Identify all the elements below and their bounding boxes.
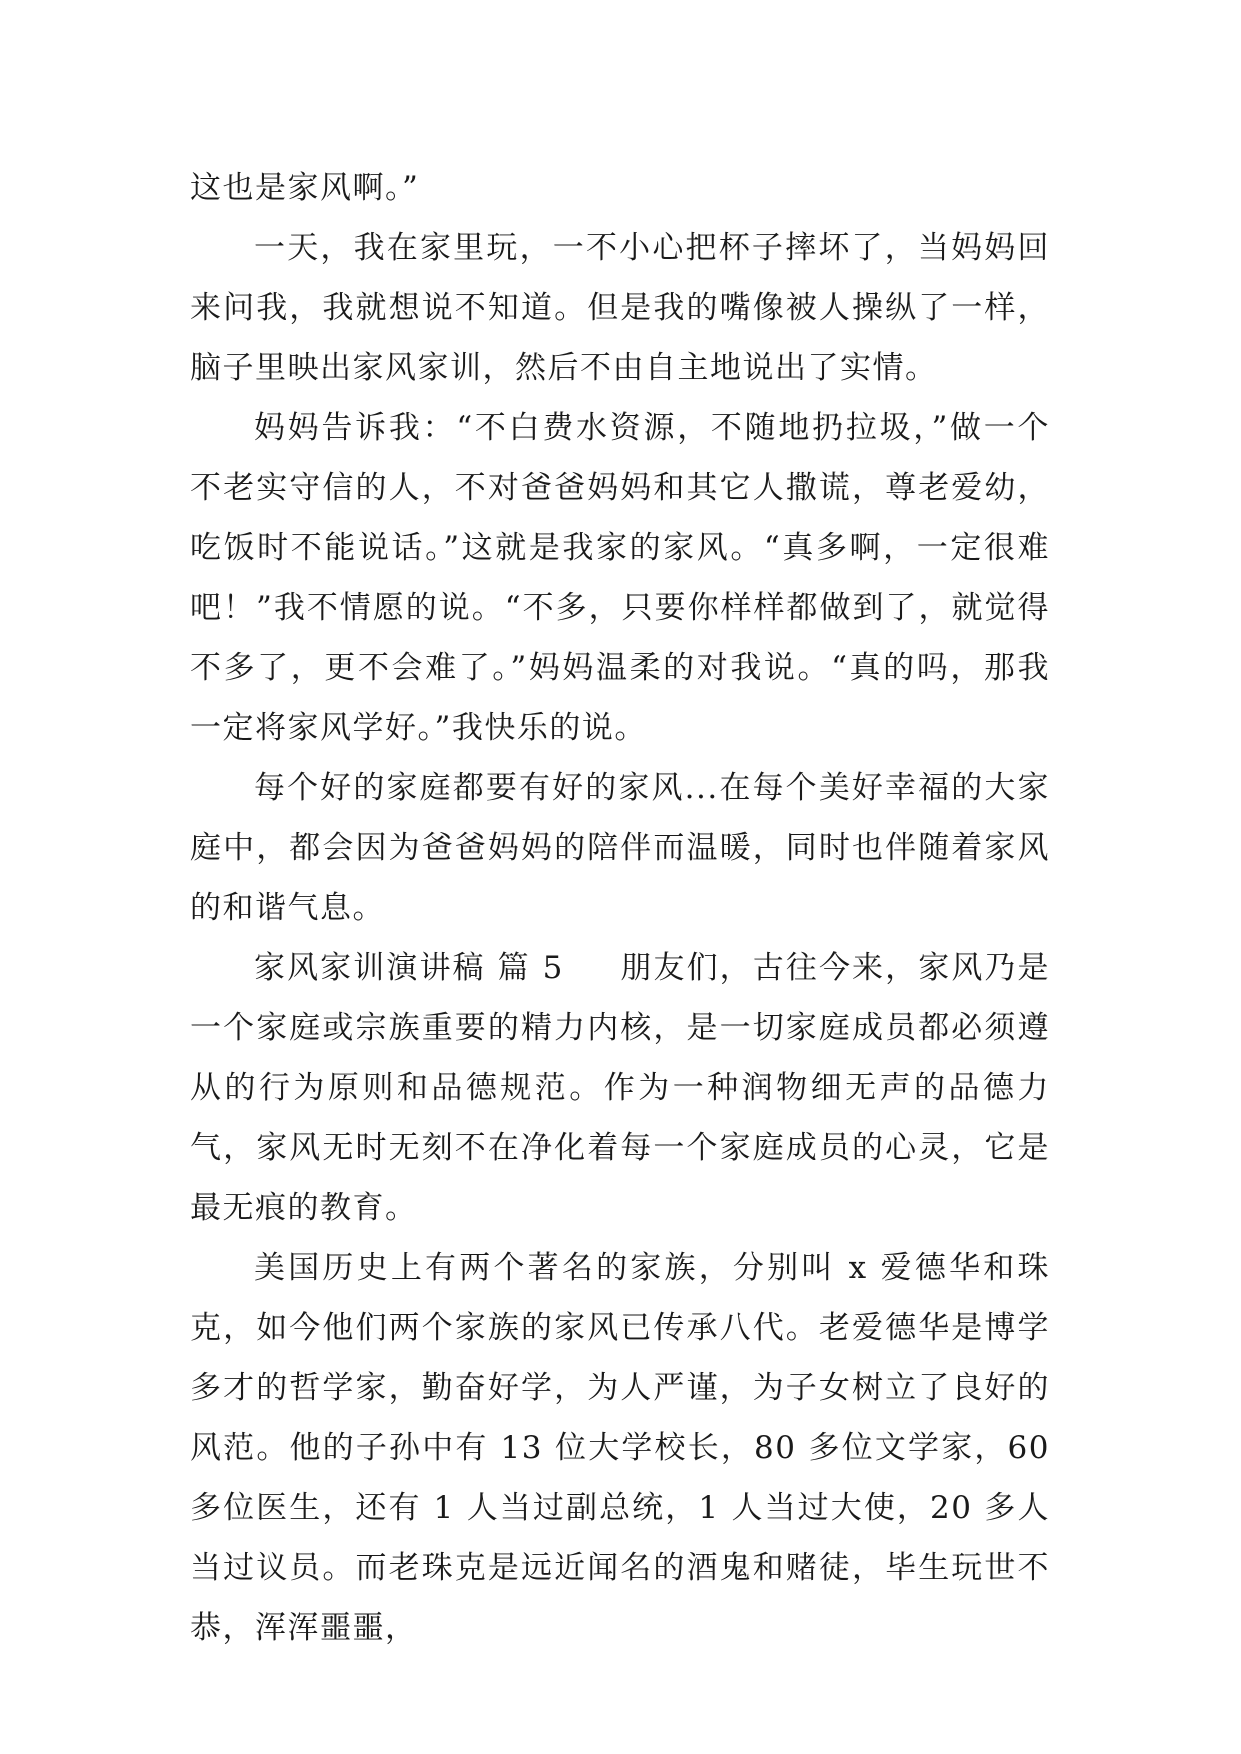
section-heading: 家风家训演讲稿 篇 5 bbox=[254, 950, 564, 986]
paragraph: 这也是家风啊。” bbox=[190, 170, 420, 206]
section-text: 朋友们，古往今来，家风乃是一个家庭或宗族重要的精力内核，是一切家庭成员都必须遵从的行为原则和品德规范。作为一种润物细无声的品德力气，家风无时无刻不在净化着每一个家庭成员的心灵，它是最无痕的教育。 bbox=[190, 950, 1050, 1226]
paragraph: 每个好的家庭都要有好的家风...在每个美好幸福的大家庭中，都会因为爸爸妈妈的陪伴而温暖，同时也伴随着家风的和谐气息。 bbox=[190, 770, 1050, 926]
paragraph: 妈妈告诉我：“不白费水资源，不随地扔拉圾，”做一个不老实守信的人，不对爸爸妈妈和其它人撒谎，尊老爱幼，吃饭时不能说话。”这就是我家的家风。“真多啊，一定很难吧！”我不情愿的说。“不多，只要你样样都做到了，就觉得不多了，更不会难了。”妈妈温柔的对我说。“真的吗，那我一定将家风学好。”我快乐的说。 bbox=[190, 410, 1050, 746]
paragraph: 一天，我在家里玩，一不小心把杯子摔坏了，当妈妈回来问我，我就想说不知道。但是我的嘴像被人操纵了一样，脑子里映出家风家训，然后不由自主地说出了实情。 bbox=[190, 230, 1050, 386]
document-body bbox=[190, 158, 1050, 1658]
section-paragraph bbox=[190, 938, 1050, 1238]
paragraph: 美国历史上有两个著名的家族，分别叫 x 爱德华和珠克，如今他们两个家族的家风已传承八代。老爱德华是博学多才的哲学家，勤奋好学，为人严谨，为子女树立了良好的风范。他的子孙中有 13 位大学校长，80 多位文学家，60 多位医生，还有 1 人当过副总统，1 人当过大使，20 多人当过议员。而老珠克是远近闻名的酒鬼和赌徒，毕生玩世不恭，浑浑噩噩， bbox=[190, 1250, 1050, 1646]
